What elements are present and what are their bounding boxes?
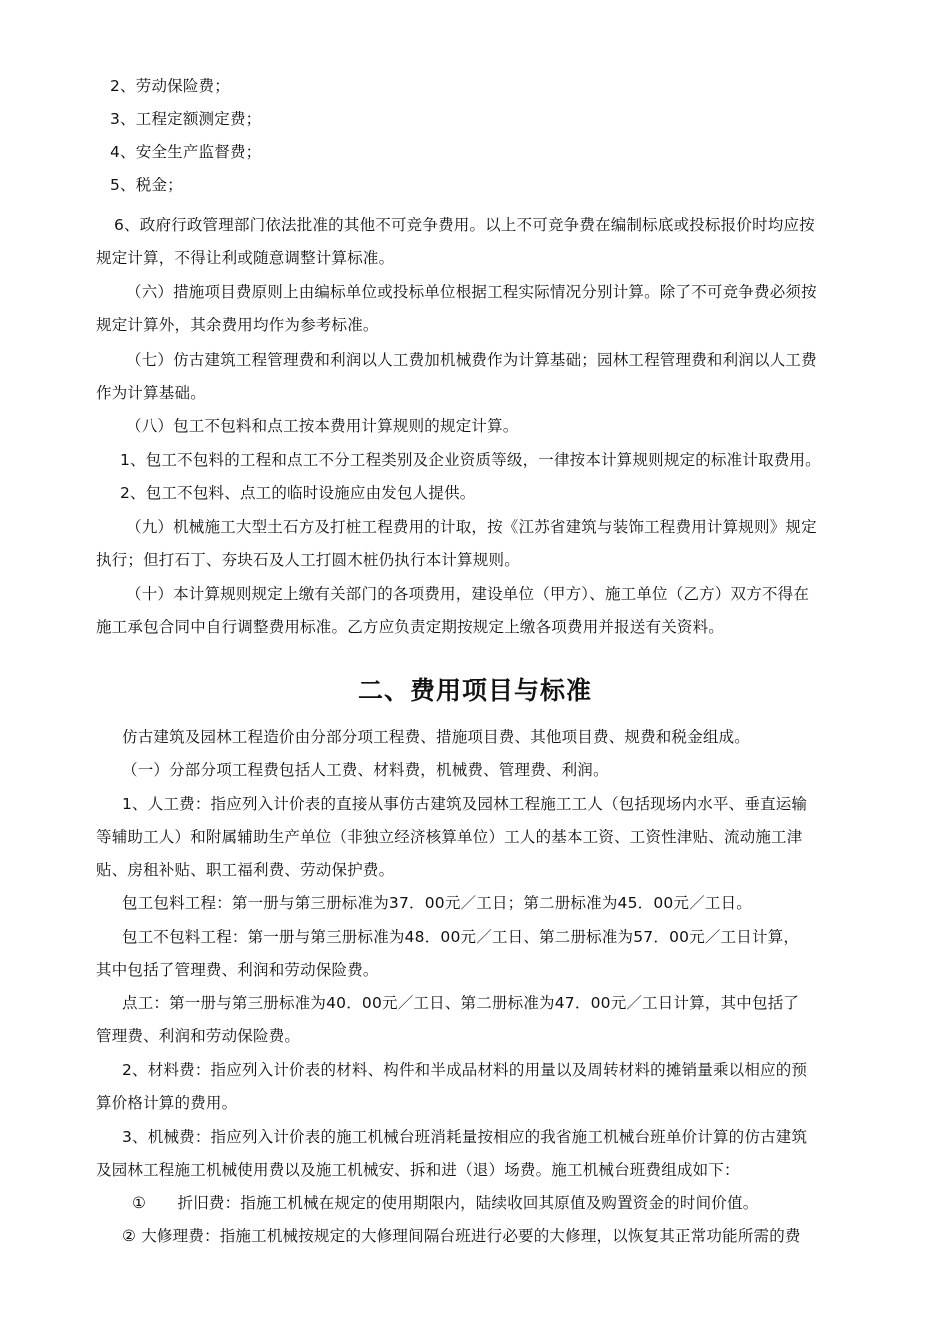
text-line: （一）分部分项工程费包括人工费、材料费，机械费、管理费、利润。 bbox=[122, 761, 609, 779]
text-line: 及园林工程施工机械使用费以及施工机械安、拆和进（退）场费。施工机械台班费组成如下： bbox=[96, 1161, 740, 1179]
text-line: 5、税金； bbox=[110, 176, 183, 194]
text-line: 其中包括了管理费、利润和劳动保险费。 bbox=[96, 961, 379, 979]
text-line: 2、劳动保险费； bbox=[110, 77, 230, 95]
text-line: 规定计算，不得让利或随意调整计算标准。 bbox=[96, 249, 395, 267]
text-line: （八）包工不包料和点工按本费用计算规则的规定计算。 bbox=[126, 417, 519, 435]
text-line: 4、安全生产监督费； bbox=[110, 143, 262, 161]
text-line: 管理费、利润和劳动保险费。 bbox=[96, 1027, 301, 1045]
text-line: 规定计算外，其余费用均作为参考标准。 bbox=[96, 316, 379, 334]
text-line: （六）措施项目费原则上由编标单位或投标单位根据工程实际情况分别计算。除了不可竞争费必须按 bbox=[126, 283, 817, 301]
text-line: 3、机械费：指应列入计价表的施工机械台班消耗量按相应的我省施工机械台班单价计算的仿古建筑 bbox=[122, 1128, 808, 1146]
text-line: 执行；但打石丁、夯块石及人工打圆木桩仍执行本计算规则。 bbox=[96, 551, 520, 569]
text-line: 算价格计算的费用。 bbox=[96, 1094, 238, 1112]
text-line: 作为计算基础。 bbox=[96, 384, 206, 402]
text-line: 1、包工不包料的工程和点工不分工程类别及企业资质等级，一律按本计算规则规定的标准计取费用。 bbox=[120, 451, 821, 469]
text-line: 3、工程定额测定费； bbox=[110, 110, 262, 128]
text-line: 等辅助工人）和附属辅助生产单位（非独立经济核算单位）工人的基本工资、工资性津贴、流动施工津 bbox=[96, 828, 803, 846]
text-line: 贴、房租补贴、职工福利费、劳动保护费。 bbox=[96, 861, 395, 879]
text-line: （九）机械施工大型土石方及打桩工程费用的计取，按《江苏省建筑与装饰工程费用计算规则》规定 bbox=[126, 518, 817, 536]
text-line: （七）仿古建筑工程管理费和利润以人工费加机械费作为计算基础；园林工程管理费和利润以人工费 bbox=[126, 351, 817, 369]
text-line: 包工不包料工程：第一册与第三册标准为48．00元／工日、第二册标准为57．00元／工日计算， bbox=[122, 928, 800, 946]
text-line: （十）本计算规则规定上缴有关部门的各项费用，建设单位（甲方）、施工单位（乙方）双方不得在 bbox=[126, 585, 810, 603]
text-line: 1、人工费：指应列入计价表的直接从事仿古建筑及园林工程施工工人（包括现场内水平、垂直运输 bbox=[122, 795, 808, 813]
section-heading: 二、费用项目与标准 bbox=[357, 676, 592, 705]
text-line: 仿古建筑及园林工程造价由分部分项工程费、措施项目费、其他项目费、规费和税金组成。 bbox=[122, 728, 751, 746]
text-line: 施工承包合同中自行调整费用标准。乙方应负责定期按规定上缴各项费用并报送有关资料。 bbox=[96, 618, 725, 636]
text-line: 包工包料工程：第一册与第三册标准为37．00元／工日；第二册标准为45．00元／工日。 bbox=[122, 894, 752, 912]
text-line: 点工：第一册与第三册标准为40．00元／工日、第二册标准为47．00元／工日计算，其中包括了 bbox=[122, 994, 800, 1012]
text-line: 2、材料费：指应列入计价表的材料、构件和半成品材料的用量以及周转材料的摊销量乘以相应的预 bbox=[122, 1061, 808, 1079]
text-line: 2、包工不包料、点工的临时设施应由发包人提供。 bbox=[120, 484, 476, 502]
text-line: 6、政府行政管理部门依法批准的其他不可竞争费用。以上不可竞争费在编制标底或投标报价时均应按 bbox=[114, 216, 815, 234]
text-line: ① 折旧费：指施工机械在规定的使用期限内，陆续收回其原值及购置资金的时间价值。 bbox=[132, 1194, 759, 1212]
text-line: ② 大修理费：指施工机械按规定的大修理间隔台班进行必要的大修理，以恢复其正常功能所需的费 bbox=[122, 1227, 801, 1245]
